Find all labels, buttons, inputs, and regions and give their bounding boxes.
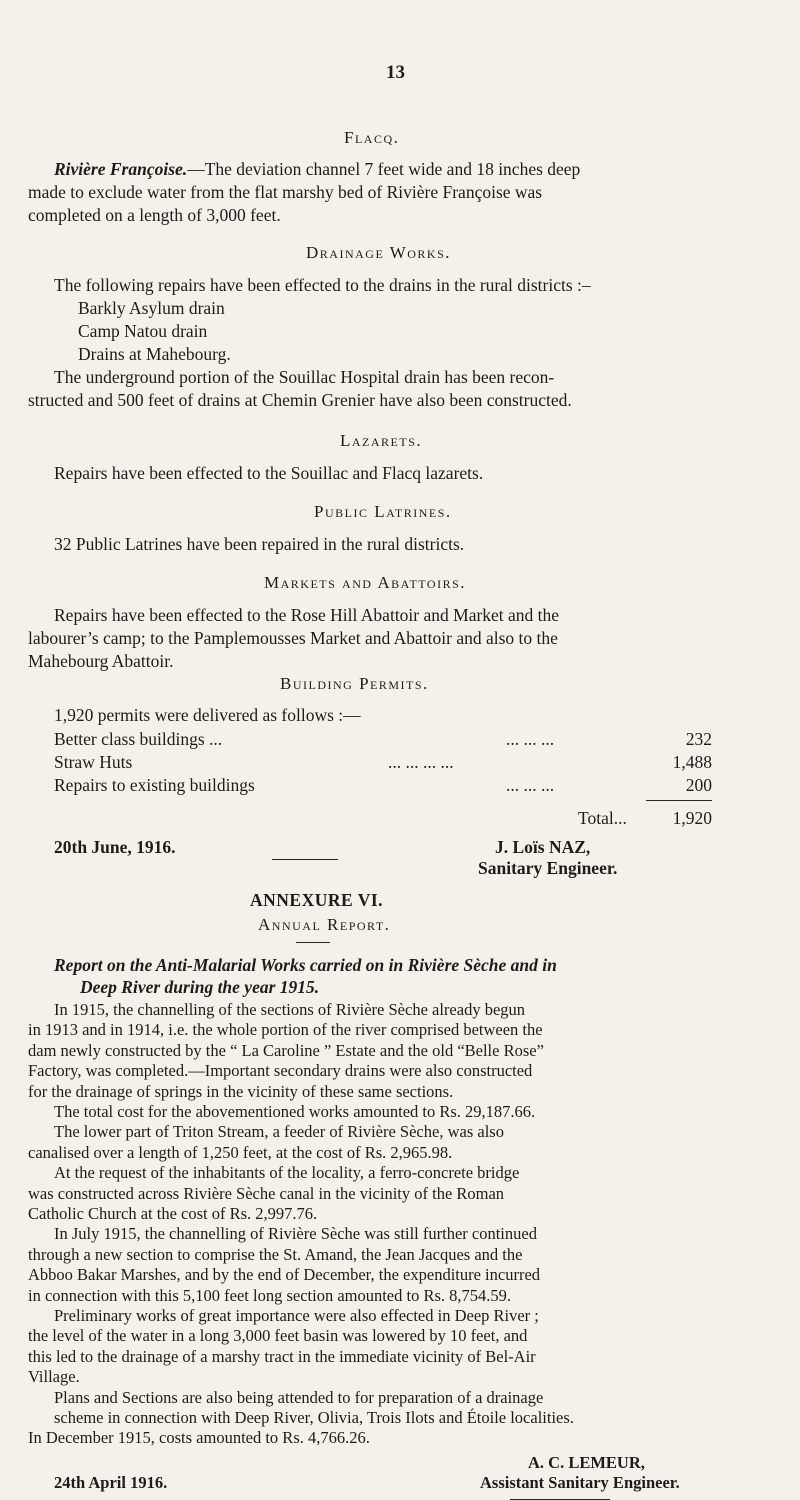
paragraph-line: labourer’s camp; to the Pamplemousses Market and Abattoir and also to the (28, 628, 558, 648)
paragraph-line: structed and 500 feet of drains at Chemin Grenier have also been constructed. (28, 390, 572, 410)
list-item: Barkly Asylum drain (78, 298, 225, 318)
signoff-date: 20th June, 1916. (54, 837, 176, 857)
section-heading-drainage: Drainage Works. (306, 243, 452, 262)
section-heading-markets: Markets and Abattoirs. (264, 573, 466, 592)
permit-row-dots: ... ... ... ... (388, 752, 454, 772)
paragraph-line: Mahebourg Abattoir. (28, 651, 174, 671)
paragraph-line (54, 158, 580, 181)
annexure-heading: ANNEXURE VI. (250, 890, 384, 910)
paragraph-line: The following repairs have been effected to the drains in the rural districts :– (54, 275, 591, 295)
permit-row-dots: ... ... ... (506, 729, 555, 749)
report-line: through a new section to comprise the St. Amand, the Jean Jacques and the (28, 1244, 523, 1264)
permit-row-label: Better class buildings ... (54, 729, 223, 749)
permit-row-value: 232 (685, 729, 712, 749)
river-text: —The deviation channel 7 feet wide and 18 inches deep (187, 159, 581, 179)
permit-row-dots: ... ... ... (506, 775, 555, 795)
paragraph-line: Repairs have been effected to the Rose Hill Abattoir and Market and the (54, 605, 560, 625)
paragraph-line: 1,920 permits were delivered as follows :— (54, 705, 361, 725)
annexure-subheading: Annual Report. (258, 915, 391, 934)
report-line: scheme in connection with Deep River, Olivia, Trois Ilots and Étoile localities. (54, 1408, 574, 1427)
report-line: In July 1915, the channelling of Rivière Sèche was still further continued (54, 1224, 537, 1244)
report-line: Preliminary works of great importance were also effected in Deep River ; (54, 1306, 539, 1325)
report-title-line: Report on the Anti-Malarial Works carried on in Rivière Sèche and in (54, 955, 557, 975)
report-title-line: Deep River during the year 1915. (80, 977, 320, 997)
report-line: Village. (28, 1367, 80, 1387)
report-line: At the request of the inhabitants of the locality, a ferro-concrete bridge (54, 1163, 520, 1183)
report-line: the level of the water in a long 3,000 feet basin was lowered by 10 feet, and (28, 1326, 528, 1346)
permit-row-value: 200 (685, 775, 712, 795)
report-line: for the drainage of springs in the vicinity of these same sections. (28, 1081, 454, 1101)
report-line: canalised over a length of 1,250 feet, at the cost of Rs. 2,965.98. (28, 1142, 453, 1162)
signoff-name: A. C. LEMEUR, (528, 1452, 645, 1472)
paragraph-line: Repairs have been effected to the Souillac and Flacq lazarets. (54, 463, 484, 483)
paragraph-line: 32 Public Latrines have been repaired in the rural districts. (54, 534, 465, 554)
signoff-name: J. Loïs NAZ, (495, 837, 591, 857)
list-item: Camp Natou drain (78, 321, 208, 341)
report-line: In 1915, the channelling of the sections of Rivière Sèche already begun (54, 1000, 526, 1019)
signoff-title: Assistant Sanitary Engineer. (480, 1472, 680, 1492)
section-heading-flacq: Flacq. (344, 128, 400, 147)
permit-row-label: Repairs to existing buildings (54, 775, 255, 795)
report-line: in 1913 and in 1914, i.e. the whole portion of the river comprised between the (28, 1020, 543, 1040)
paragraph-line: made to exclude water from the flat marshy bed of Rivière Françoise was (28, 182, 543, 202)
report-line: dam newly constructed by the “ La Caroline ” Estate and the old “Belle Rose” (28, 1040, 544, 1060)
report-line: Abboo Bakar Marshes, and by the end of December, the expenditure incurred (28, 1265, 541, 1285)
permit-row-value: 1,488 (672, 752, 712, 772)
section-heading-permits: Building Permits. (280, 674, 429, 693)
paragraph-line: completed on a length of 3,000 feet. (28, 205, 281, 225)
report-line: Factory, was completed.—Important secondary drains were also constructed (28, 1061, 533, 1081)
paragraph-line: The underground portion of the Souillac Hospital drain has been recon- (54, 367, 555, 387)
report-line: In December 1915, costs amounted to Rs. 4,766.26. (28, 1428, 370, 1448)
permit-total-value: 1,920 (672, 808, 712, 828)
permit-total-label: Total... (578, 808, 627, 828)
report-line: was constructed across Rivière Sèche canal in the vicinity of the Roman (28, 1183, 505, 1203)
report-line: in connection with this 5,100 feet long section amounted to Rs. 8,754.59. (28, 1285, 512, 1305)
report-line: Plans and Sections are also being attended to for preparation of a drainage (54, 1387, 544, 1407)
signoff-title: Sanitary Engineer. (478, 858, 618, 878)
total-rule (646, 800, 712, 801)
list-item: Drains at Mahebourg. (78, 344, 231, 364)
page-number: 13 (386, 62, 405, 83)
short-rule (296, 942, 330, 943)
river-title: Rivière Françoise. (54, 159, 188, 179)
report-line: Catholic Church at the cost of Rs. 2,997.76. (28, 1204, 318, 1223)
divider-rule (272, 859, 338, 860)
report-line: The total cost for the abovementioned works amounted to Rs. 29,187.66. (54, 1102, 536, 1121)
permit-row-label: Straw Huts (54, 752, 133, 772)
section-heading-latrines: Public Latrines. (314, 502, 452, 521)
signoff-date: 24th April 1916. (54, 1472, 168, 1492)
report-line: this led to the drainage of a marshy tract in the immediate vicinity of Bel-Air (28, 1346, 536, 1366)
section-heading-lazarets: Lazarets. (340, 431, 423, 450)
report-line: The lower part of Triton Stream, a feeder of Rivière Sèche, was also (54, 1122, 504, 1142)
